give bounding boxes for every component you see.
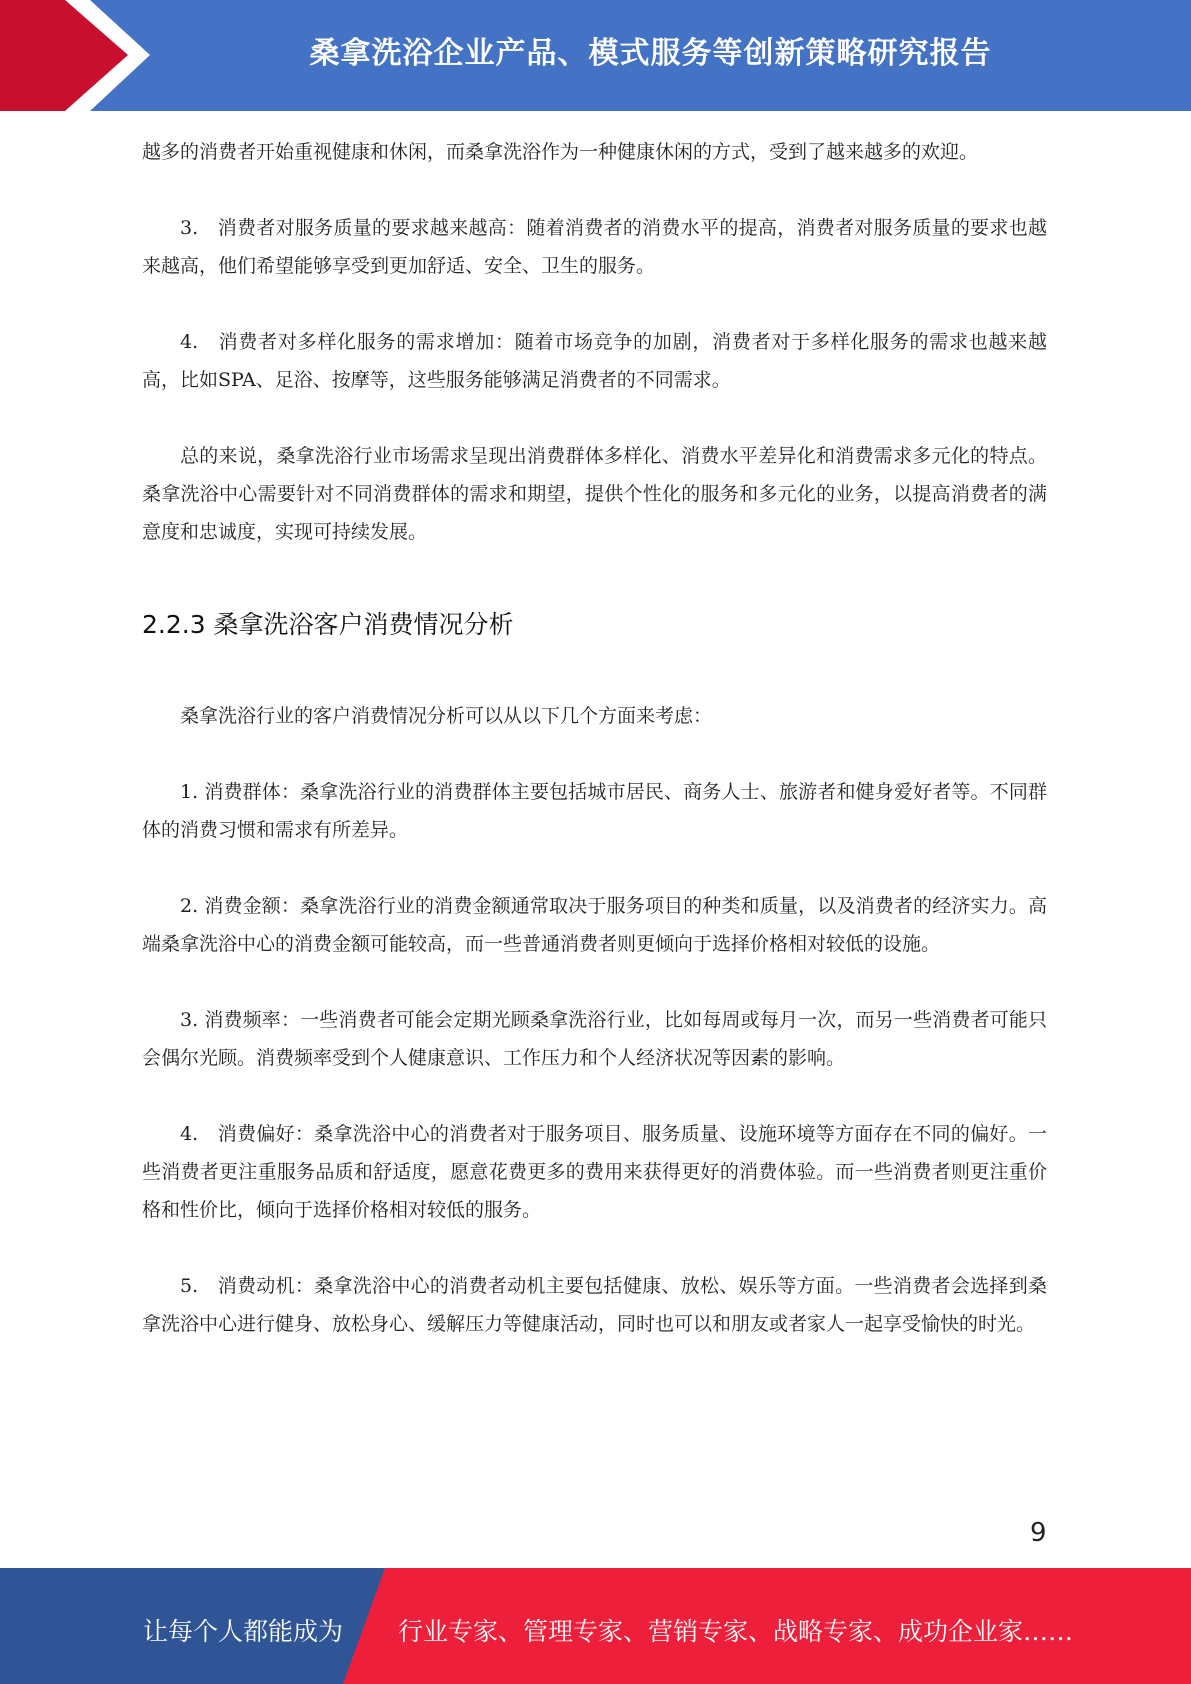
section-heading: 2.2.3 桑拿洗浴客户消费情况分析 [142,610,514,639]
paragraph-consumer-motivation: 5. 消费动机：桑拿洗浴中心的消费者动机主要包括健康、放松、娱乐等方面。一些消费者会选择到桑拿洗浴中心进行健身、放松身心、缓解压力等健康活动，同时也可以和朋友或者家人一起享受愉快的时光。 [142,1275,1047,1335]
paragraph-item-4: 4. 消费者对多样化服务的需求增加：随着市场竞争的加剧，消费者对于多样化服务的需求也越来越高，比如SPA、足浴、按摩等，这些服务能够满足消费者的不同需求。 [142,331,1047,391]
page-header [0,0,1191,111]
page-number: 9 [1030,1518,1047,1548]
report-title: 桑拿洗浴企业产品、模式服务等创新策略研究报告 [309,36,992,71]
paragraph-consumer-frequency: 3. 消费频率：一些消费者可能会定期光顾桑拿洗浴行业，比如每周或每月一次，而另一些消费者可能只会偶尔光顾。消费频率受到个人健康意识、工作压力和个人经济状况等因素的影响。 [142,1009,1047,1069]
page-content [142,133,1047,1381]
paragraph-summary: 总的来说，桑拿洗浴行业市场需求呈现出消费群体多样化、消费水平差异化和消费需求多元化的特点。桑拿洗浴中心需要针对不同消费群体的需求和期望，提供个性化的服务和多元化的业务，以提高消费者的满意度和忠诚度，实现可持续发展。 [142,445,1047,543]
paragraph-continued: 越多的消费者开始重视健康和休闲，而桑拿洗浴作为一种健康休闲的方式，受到了越来越多的欢迎。 [142,141,979,163]
paragraph-consumer-amount: 2. 消费金额：桑拿洗浴行业的消费金额通常取决于服务项目的种类和质量，以及消费者的经济实力。高端桑拿洗浴中心的消费金额可能较高，而一些普通消费者则更倾向于选择价格相对较低的设施。 [142,895,1047,955]
paragraph-consumer-group: 1. 消费群体：桑拿洗浴行业的消费群体主要包括城市居民、商务人士、旅游者和健身爱好者等。不同群体的消费习惯和需求有所差异。 [142,781,1047,841]
footer-slogan-right: 行业专家、管理专家、营销专家、战略专家、成功企业家…… [398,1617,1074,1646]
page-footer [0,1568,1191,1684]
paragraph-item-3: 3. 消费者对服务质量的要求越来越高：随着消费者的消费水平的提高，消费者对服务质量的要求也越来越高，他们希望能够享受到更加舒适、安全、卫生的服务。 [142,217,1047,277]
paragraph-consumer-preference: 4. 消费偏好：桑拿洗浴中心的消费者对于服务项目、服务质量、设施环境等方面存在不同的偏好。一些消费者更注重服务品质和舒适度，愿意花费更多的费用来获得更好的消费体验。而一些消费者则更注重价格和性价比，倾向于选择价格相对较低的服务。 [142,1123,1047,1221]
footer-slogan-left: 让每个人都能成为 [143,1617,344,1646]
paragraph-intro: 桑拿洗浴行业的客户消费情况分析可以从以下几个方面来考虑： [180,705,713,727]
